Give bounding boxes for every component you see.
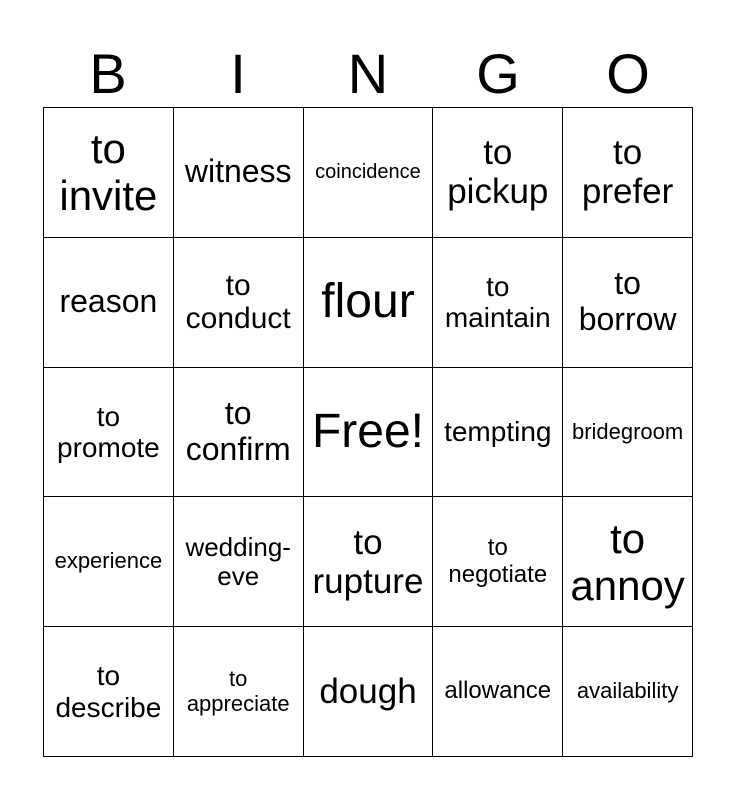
cell-word: to rupture (312, 522, 424, 601)
cell-word: flour (321, 274, 415, 328)
bingo-cell[interactable] (174, 497, 304, 627)
header-letter-i: I (230, 42, 246, 105)
cell-word: coincidence (315, 161, 421, 184)
bingo-cell[interactable] (433, 238, 563, 368)
cell-word: reason (59, 283, 158, 320)
bingo-cell[interactable] (304, 238, 434, 368)
cell-word: to annoy (570, 514, 685, 609)
cell-word: to conduct (185, 268, 291, 336)
free-space[interactable] (304, 368, 434, 498)
free-space-label: Free! (311, 404, 424, 458)
cell-word: to promote (57, 400, 160, 463)
cell-word: to prefer (581, 133, 674, 212)
cell-word: to invite (59, 125, 158, 220)
cell-word: to pickup (447, 133, 549, 212)
cell-word: to appreciate (186, 665, 290, 716)
bingo-cell[interactable] (563, 238, 693, 368)
cell-word: experience (54, 548, 163, 574)
bingo-cell[interactable] (563, 627, 693, 757)
bingo-header (43, 44, 693, 104)
cell-word: bridegroom (571, 418, 684, 444)
cell-word: allowance (444, 677, 552, 705)
bingo-cell[interactable] (563, 368, 693, 498)
header-letter-g: G (476, 42, 520, 105)
bingo-cell[interactable] (304, 497, 434, 627)
cell-word: dough (319, 672, 417, 711)
bingo-cell[interactable] (44, 627, 174, 757)
bingo-board (43, 107, 693, 757)
bingo-cell[interactable] (44, 108, 174, 238)
bingo-cell[interactable] (44, 238, 174, 368)
bingo-cell[interactable] (433, 627, 563, 757)
bingo-cell[interactable] (433, 497, 563, 627)
bingo-cell[interactable] (563, 497, 693, 627)
bingo-cell[interactable] (174, 627, 304, 757)
cell-word: tempting (444, 416, 552, 448)
bingo-cell[interactable] (174, 108, 304, 238)
bingo-cell[interactable] (433, 108, 563, 238)
bingo-cell[interactable] (433, 368, 563, 498)
bingo-cell[interactable] (304, 108, 434, 238)
header-letter-o: O (606, 42, 650, 105)
bingo-cell[interactable] (563, 108, 693, 238)
bingo-cell[interactable] (174, 368, 304, 498)
cell-word: witness (184, 153, 292, 190)
cell-word: to confirm (185, 395, 291, 467)
bingo-cell[interactable] (44, 497, 174, 627)
bingo-cell[interactable] (174, 238, 304, 368)
cell-word: to borrow (578, 265, 677, 338)
cell-word: availability (576, 678, 679, 704)
cell-word: wedding- eve (185, 531, 291, 591)
cell-word: to maintain (444, 270, 551, 334)
header-letter-b: B (89, 42, 127, 105)
bingo-cell[interactable] (304, 627, 434, 757)
cell-word: to negotiate (448, 533, 548, 588)
cell-word: to describe (55, 660, 162, 723)
bingo-cell[interactable] (44, 368, 174, 498)
header-letter-n: N (347, 42, 389, 105)
